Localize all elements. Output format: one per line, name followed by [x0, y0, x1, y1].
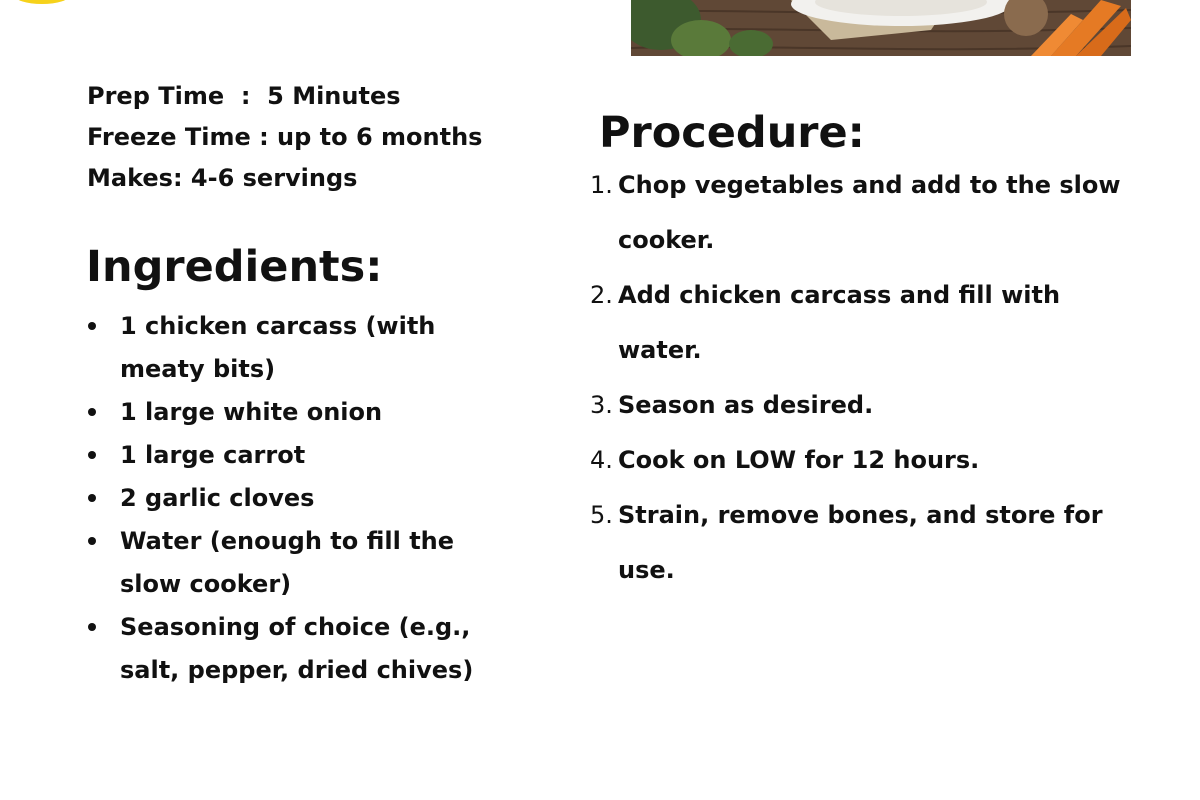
ingredient-text: 1 large white onion — [120, 398, 383, 426]
step-text: Season as desired. — [618, 391, 874, 419]
ingredient-text: Seasoning of choice (e.g., salt, pepper, dried chives) — [120, 613, 474, 684]
step-text: Add chicken carcass and fill with water. — [618, 281, 1061, 364]
bullet-icon — [88, 623, 96, 631]
freeze-time: Freeze Time : up to 6 months — [87, 123, 483, 151]
ingredients-heading: Ingredients: — [86, 242, 383, 292]
procedure-step — [590, 268, 1150, 378]
servings: Makes: 4-6 servings — [87, 164, 358, 192]
recipe-meta — [87, 76, 482, 199]
ingredient-item — [86, 434, 506, 477]
step-text: Chop vegetables and add to the slow cooker. — [618, 171, 1121, 254]
ingredient-text: 2 garlic cloves — [120, 484, 315, 512]
bullet-icon — [88, 494, 96, 502]
bullet-icon — [88, 408, 96, 416]
step-number: 1. — [590, 171, 613, 199]
decorative-accent-shape — [14, 0, 70, 4]
bullet-icon — [88, 322, 96, 330]
prep-time: Prep Time : 5 Minutes — [87, 82, 401, 110]
procedure-step — [590, 158, 1150, 268]
ingredients-list — [86, 305, 506, 692]
procedure-heading: Procedure: — [599, 108, 865, 158]
procedure-step — [590, 488, 1150, 598]
ingredient-item — [86, 477, 506, 520]
recipe-photo — [631, 0, 1131, 56]
ingredient-text: Water (enough to fill the slow cooker) — [120, 527, 455, 598]
bullet-icon — [88, 537, 96, 545]
ingredient-item — [86, 606, 506, 692]
ingredient-text: 1 large carrot — [120, 441, 306, 469]
ingredient-item — [86, 391, 506, 434]
step-number: 2. — [590, 281, 613, 309]
procedure-step — [590, 433, 1150, 488]
step-text: Strain, remove bones, and store for use. — [618, 501, 1103, 584]
ingredient-text: 1 chicken carcass (with meaty bits) — [120, 312, 436, 383]
procedure-step — [590, 378, 1150, 433]
step-number: 5. — [590, 501, 613, 529]
ingredient-item — [86, 520, 506, 606]
bullet-icon — [88, 451, 96, 459]
procedure-list — [590, 158, 1150, 598]
step-text: Cook on LOW for 12 hours. — [618, 446, 980, 474]
step-number: 4. — [590, 446, 613, 474]
step-number: 3. — [590, 391, 613, 419]
ingredient-item — [86, 305, 506, 391]
